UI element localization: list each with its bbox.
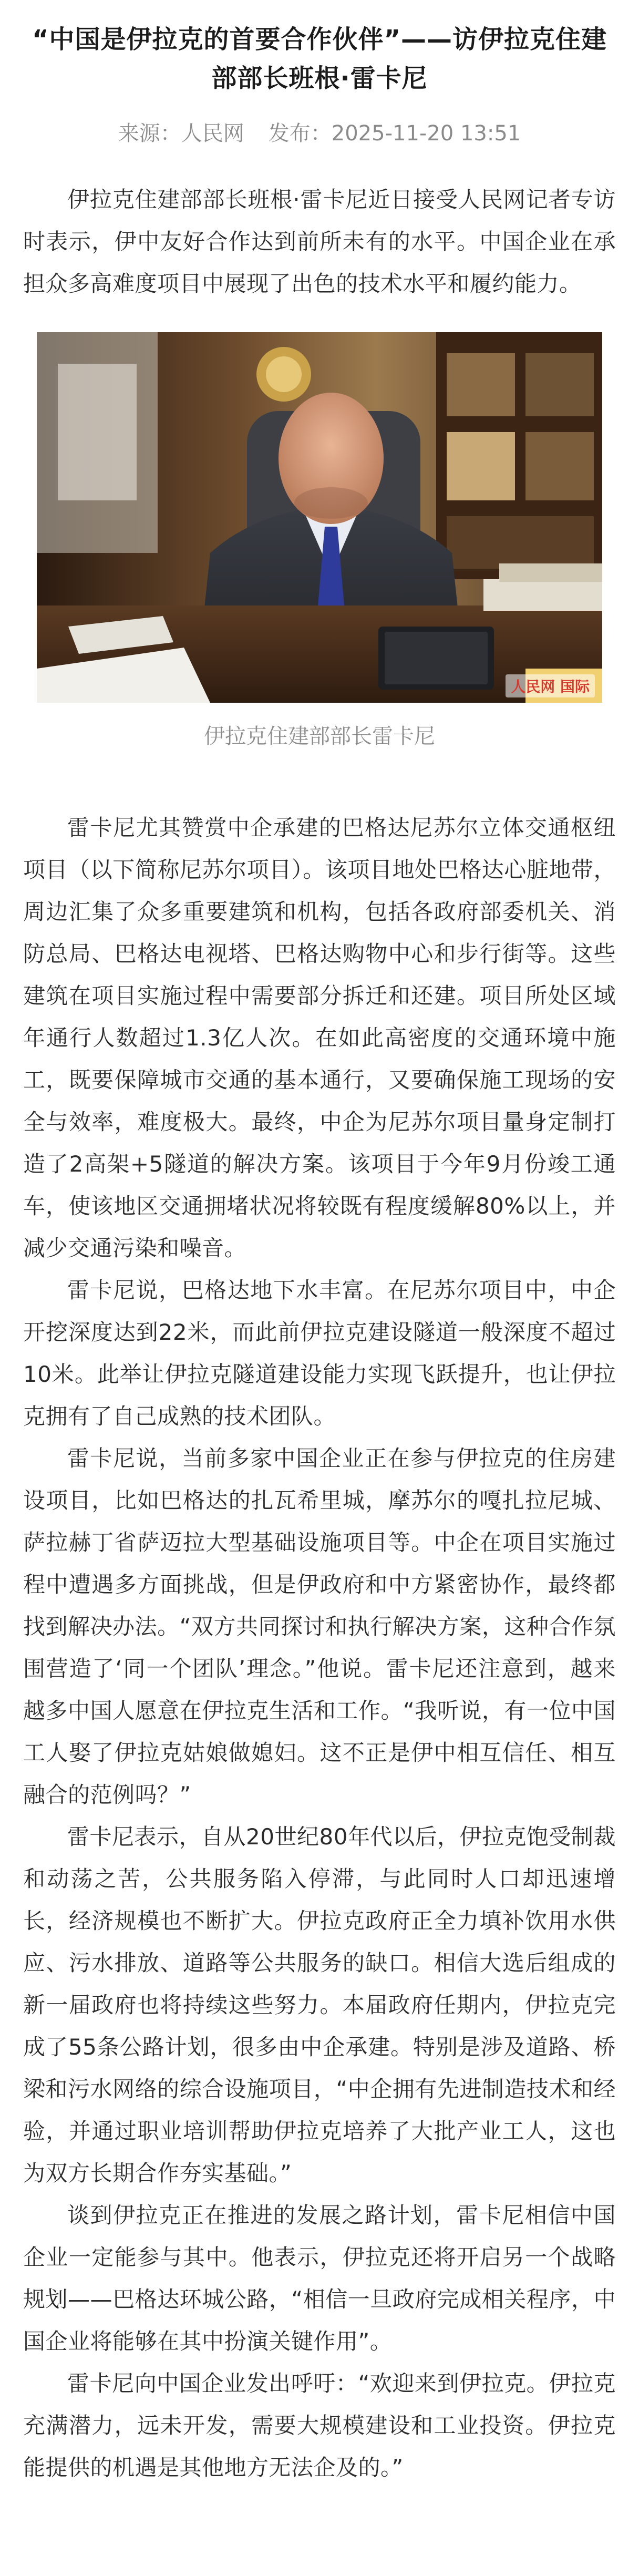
body-paragraph-4: 雷卡尼表示，自从20世纪80年代以后，伊拉克饱受制裁和动荡之苦，公共服务陷入停滞，与此同时人口却迅速增长，经济规模也不断扩大。伊拉克政府正全力填补饮用水供应、污水排放、道路等公共服务的缺口。相信大选后组成的新一届政府也将持续这些努力。本届政府任期内，伊拉克完成了55条公路计划，很多由中企承建。特别是涉及道路、桥梁和污水网络的综合设施项目，“中企拥有先进制造技术和经验，并通过职业培训帮助伊拉克培养了大批产业工人，这也为双方长期合作夯实基础。”	[23, 1824, 616, 2186]
photo-caption: 伊拉克住建部部长雷卡尼	[204, 724, 435, 748]
body-paragraph-5: 谈到伊拉克正在推进的发展之路计划，雷卡尼相信中国企业一定能参与其中。他表示，伊拉克还将开启另一个战略规划——巴格达环城公路，“相信一旦政府完成相关程序，中国企业将能够在其中扮演关键作用”。	[23, 2202, 616, 2354]
body-paragraph-3: 雷卡尼说，当前多家中国企业正在参与伊拉克的住房建设项目，比如巴格达的扎瓦希里城，摩苏尔的嘎扎拉尼城、萨拉赫丁省萨迈拉大型基础设施项目等。中企在项目实施过程中遭遇多方面挑战，但是伊政府和中方紧密协作，最终都找到解决办法。“双方共同探讨和执行解决方案，这种合作氛围营造了‘同一个团队’理念。”他说。雷卡尼还注意到，越来越多中国人愿意在伊拉克生活和工作。“我听说，有一位中国工人娶了伊拉克姑娘做媳妇。这不正是伊中相互信任、相互融合的范例吗？”	[23, 1445, 616, 1808]
article-title: “中国是伊拉克的首要合作伙伴”——访伊拉克住建部部长班根·雷卡尼	[32, 25, 607, 93]
lead-paragraph: 伊拉克住建部部长班根·雷卡尼近日接受人民网记者专访时表示，伊中友好合作达到前所未有的水平。中国企业在承担众多高难度项目中展现了出色的技术水平和履约能力。	[23, 187, 616, 296]
body-paragraph-1: 雷卡尼尤其赞赏中企承建的巴格达尼苏尔立体交通枢纽项目（以下简称尼苏尔项目）。该项目地处巴格达心脏地带，周边汇集了众多重要建筑和机构，包括各政府部委机关、消防总局、巴格达电视塔、巴格达购物中心和步行街等。这些建筑在项目实施过程中需要部分拆迁和还建。项目所处区域年通行人数超过1.3亿人次。在如此高密度的交通环境中施工，既要保障城市交通的基本通行，又要确保施工现场的安全与效率，难度极大。最终，中企为尼苏尔项目量身定制打造了2高架+5隧道的解决方案。该项目于今年9月份竣工通车，使该地区交通拥堵状况将较既有程度缓解80%以上，并减少交通污染和噪音。	[23, 815, 616, 1261]
article-meta	[23, 118, 616, 149]
official-portrait-illustration	[37, 332, 602, 703]
source-name[interactable]: 人民网	[181, 121, 244, 146]
source-label: 来源：	[118, 121, 181, 146]
publish-label: 发布：	[268, 121, 332, 146]
publish-time: 2025-11-20 13:51	[331, 121, 521, 146]
body-paragraph-6: 雷卡尼向中国企业发出呼吁：“欢迎来到伊拉克。伊拉克充满潜力，远未开发，需要大规模建设和工业投资。伊拉克能提供的机遇是其他地方无法企及的。”	[23, 2370, 616, 2480]
article-photo[interactable]	[37, 332, 602, 703]
image-watermark: 人民网 国际	[506, 674, 595, 697]
body-paragraph-2: 雷卡尼说，巴格达地下水丰富。在尼苏尔项目中，中企开挖深度达到22米，而此前伊拉克建设隧道一般深度不超过10米。此举让伊拉克隧道建设能力实现飞跃提升，也让伊拉克拥有了自己成熟的技术团队。	[23, 1277, 616, 1429]
